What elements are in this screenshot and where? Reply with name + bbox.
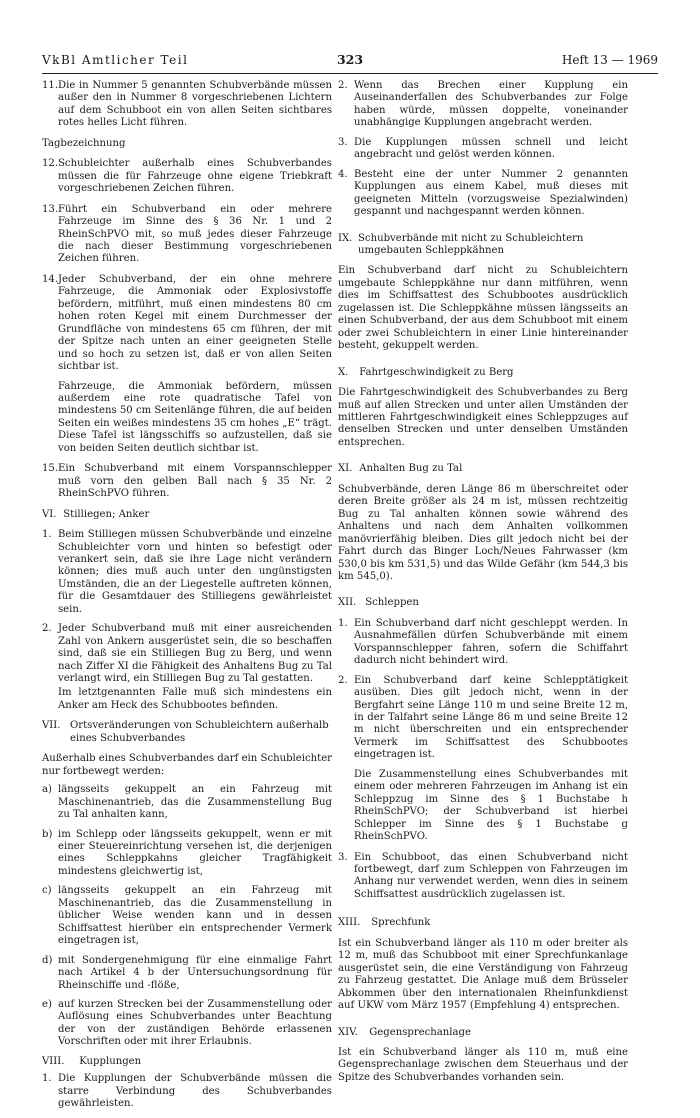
section-heading: X. Fahrtgeschwindigkeit zu Berg <box>338 366 514 378</box>
list-item: 1. Ein Schubverband darf nicht geschleppt werden. In Ausnahmefällen dürfen Schubverbände mit einem Vorspannschlepper fahren, sofern die Schiffahrt dadurch nicht behindert wird. <box>338 617 628 667</box>
section-heading: XII. Schleppen <box>338 597 419 609</box>
section-heading: VII. Ortsveränderungen von Schubleichtern außerhalb eines Schubverbandes <box>42 720 329 744</box>
journal-title: VkBl Amtlicher Teil <box>42 53 189 67</box>
section-heading: VIII. Kupplungen <box>42 1055 142 1067</box>
list-item: e) auf kurzen Strecken bei der Zusammenstellung oder Auflösung eines Schubverbandes unter Beachtung der von der zuständigen Behörde erlassenen Vorschriften oder mit ihrer Erlaubnis. <box>42 999 332 1048</box>
list-item: d) mit Sondergenehmigung für eine einmalige Fahrt nach Artikel 4 b der Untersuchungsordnung für Rheinschiffe und -flöße, <box>42 954 332 991</box>
page-header <box>42 51 658 74</box>
left-column <box>42 80 332 1118</box>
list-item: 2. Jeder Schubverband muß mit einer ausreichenden Zahl von Ankern ausgerüstet sein, die so beschaffen sind, daß sie ein Stilliegen Bug zu Berg, und wenn nach Ziffer XI die Fähigkeit des Anhaltens Bug zu Tal verlangt wird, ein Stilliegen Bug zu Tal gestatten. Im letztgenannten Falle muß sich mindestens ein Anker am Heck des Schubbootes befinden. <box>42 623 332 711</box>
list-item: 12. Schubleichter außerhalb eines Schubverbandes müssen die für Fahrzeuge ohne eigene Triebkraft vorgeschriebenen Zeichen führen. <box>42 158 332 195</box>
section-heading: XI. Anhalten Bug zu Tal <box>338 463 463 475</box>
page-number: 323 <box>336 52 364 67</box>
section-heading: XIII. Sprechfunk <box>338 917 431 929</box>
paragraph: Schubverbände, deren Länge 86 m überschreitet oder deren Breite größer als 24 m ist, müssen rechtzeitig Bug zu Tal anhalten können sowie während des Anhaltens und nach dem Anhalten vollkommen manövrierfähig bleiben. Dies gilt jedoch nicht bei der Fahrt durch das Binger Loch/Neues Fahrwasser (km 530,0 bis km 531,5) und das Wilde Gefähr (km 544,3 bis km 545,0). <box>338 483 628 582</box>
paragraph: Ist ein Schubverband länger als 110 m oder breiter als 12 m, muß das Schubboot mit einer Sprechfunkanlage ausgerüstet sein, die eine Verständigung von Fahrzeug zu Fahrzeug gestattet. Die Anlage muß dem Brüsseler Abkommen über den internationalen Rheinfunkdienst auf UKW vom März 1957 (Empfehlung 4) entsprechen. <box>338 937 628 1012</box>
list-item: 2. Wenn das Brechen einer Kupplung ein Auseinanderfallen des Schubverbandes zur Folge haben würde, müssen doppelte, voneinander unabhängige Kupplungen angebracht werden. <box>338 80 628 129</box>
list-item: 15. Ein Schubverband mit einem Vorspannschlepper muß vorn den gelben Ball nach § 35 Nr. 2 RheinSchPVO führen. <box>42 463 332 500</box>
list-item: 2. Ein Schubverband darf keine Schlepptätigkeit ausüben. Dies gilt jedoch nicht, wenn in der Bergfahrt seine Länge 110 m und seine Breite 12 m, in der Talfahrt seine Länge 86 m und seine Breite 12 m nicht überschreiten und ein entsprechender Vermerk im Schiffsattest des Schubbootes eingetragen ist. Die Zusammenstellung eines Schubverbandes mit einem oder mehreren Fahrzeugen im Anhang ist ein Schleppzug im Sinne des § 1 Buchstabe h RheinSchPVO; der Schubverband ist hierbei Schlepper im Sinne des § 1 Buchstabe g RheinSchPVO. <box>338 674 628 843</box>
list-item: 3. Die Kupplungen müssen schnell und leicht angebracht und gelöst werden können. <box>338 136 628 161</box>
list-item: 11. Die in Nummer 5 genannten Schubverbände müssen außer den in Nummer 8 vorgeschriebenen Lichtern auf dem Schubboot ein von allen Seiten sichtbares rotes helles Licht führen. <box>42 80 332 129</box>
section-heading: Tagbezeichnung <box>42 137 126 149</box>
paragraph: Die Fahrtgeschwindigkeit des Schubverbandes zu Berg muß auf allen Strecken und unter allen Umständen der mittleren Fahrtgeschwindigkeit eines Schleppzuges auf denselben Strecken und unter denselben Umständen entsprechen. <box>338 387 628 448</box>
list-item: 3. Ein Schubboot, das einen Schubverband nicht fortbewegt, darf zum Schleppen von Fahrzeugen im Anhang nur verwendet werden, wenn dies in seinem Schiffsattest ausdrücklich zugelassen ist. <box>338 851 628 900</box>
section-heading: XIV. Gegensprechanlage <box>338 1026 471 1038</box>
section-heading: IX. Schubverbände mit nicht zu Schubleichtern umgebauten Schleppkähnen <box>338 232 584 256</box>
paragraph: Ist ein Schubverband länger als 110 m, muß eine Gegensprechanlage zwischen dem Steuerhaus und der Spitze des Schubverbandes vorhanden sein. <box>338 1047 628 1083</box>
list-item: 1. Die Kupplungen der Schubverbände müssen die starre Verbindung des Schubverbandes gewährleisten. <box>42 1073 332 1110</box>
list-item: 4. Besteht eine der unter Nummer 2 genannten Kupplungen aus einem Kabel, muß dieses mit geeigneten Mitteln (vorzugsweise Spezialwinden) gespannt und nachgespannt werden können. <box>338 168 628 218</box>
list-item: a) längsseits gekuppelt an ein Fahrzeug mit Maschinenantrieb, das die Zusammenstellung Bug zu Tal anhalten kann, <box>42 784 332 821</box>
issue-label: Heft 13 — 1969 <box>561 53 658 67</box>
section-heading: VI. Stilliegen; Anker <box>42 508 150 520</box>
list-item: c) längsseits gekuppelt an ein Fahrzeug mit Maschinenantrieb, das die Zusammenstellung in üblicher Weise wenden kann und in dessen Schiffsattest hierüber ein entsprechender Vermerk eingetragen ist, <box>42 885 332 947</box>
list-item: 1. Beim Stilliegen müssen Schubverbände und einzelne Schubleichter vorn und hinten so befestigt oder verankert sein, daß sie ihre Lage nicht verändern können; dies muß auch unter den ungünstigsten Umständen, die an der Liegestelle auftreten können, für die Gesamtdauer des Stilliegens gewährleistet sein. <box>42 529 332 615</box>
paragraph: Außerhalb eines Schubverbandes darf ein Schubleichter nur fortbewegt werden: <box>42 753 332 777</box>
list-item: b) im Schlepp oder längsseits gekuppelt, wenn er mit einer Steuereinrichtung versehen ist, die derjenigen eines Schleppkahns gleicher Tragfähigkeit mindestens gleichwertig ist, <box>42 828 332 877</box>
list-item: 14. Jeder Schubverband, der ein ohne mehrere Fahrzeuge, die Ammoniak oder Explosivstoffe befördern, mitführt, muß einen mindestens 80 cm hohen roten Kegel mit einem Durchmesser der Grundfläche von mindestens 65 cm führen, der mit der Spitze nach unten an einer geeigneten Stelle und so hoch zu setzen ist, daß er von allen Seiten sichtbar ist. Fahrzeuge, die Ammoniak befördern, müssen außerdem eine rote quadratische Tafel von mindestens 50 cm Seitenlänge führen, die auf beiden Seiten ein weißes mindestens 35 cm hohes „E“ trägt. Diese Tafel ist längsschiffs so aufzustellen, daß sie von beiden Seiten deutlich sichtbar ist. <box>42 273 332 454</box>
list-item: 13. Führt ein Schubverband ein oder mehrere Fahrzeuge im Sinne des § 36 Nr. 1 und 2 RheinSchPVO mit, so muß jedes dieser Fahrzeuge die nach dieser Bestimmung vorgeschriebenen Zeichen führen. <box>42 203 332 265</box>
right-column <box>338 80 628 1092</box>
paragraph: Ein Schubverband darf nicht zu Schubleichtern umgebaute Schleppkähne nur dann mitführen, wenn dies im Schiffsattest des Schubbootes ausdrücklich zugelassen ist. Die Schleppkähne müssen längsseits an einen Schubverband, der aus dem Schubboot mit einem oder zwei Schubleichtern in einer Linie hintereinander besteht, gekuppelt werden. <box>338 265 628 352</box>
